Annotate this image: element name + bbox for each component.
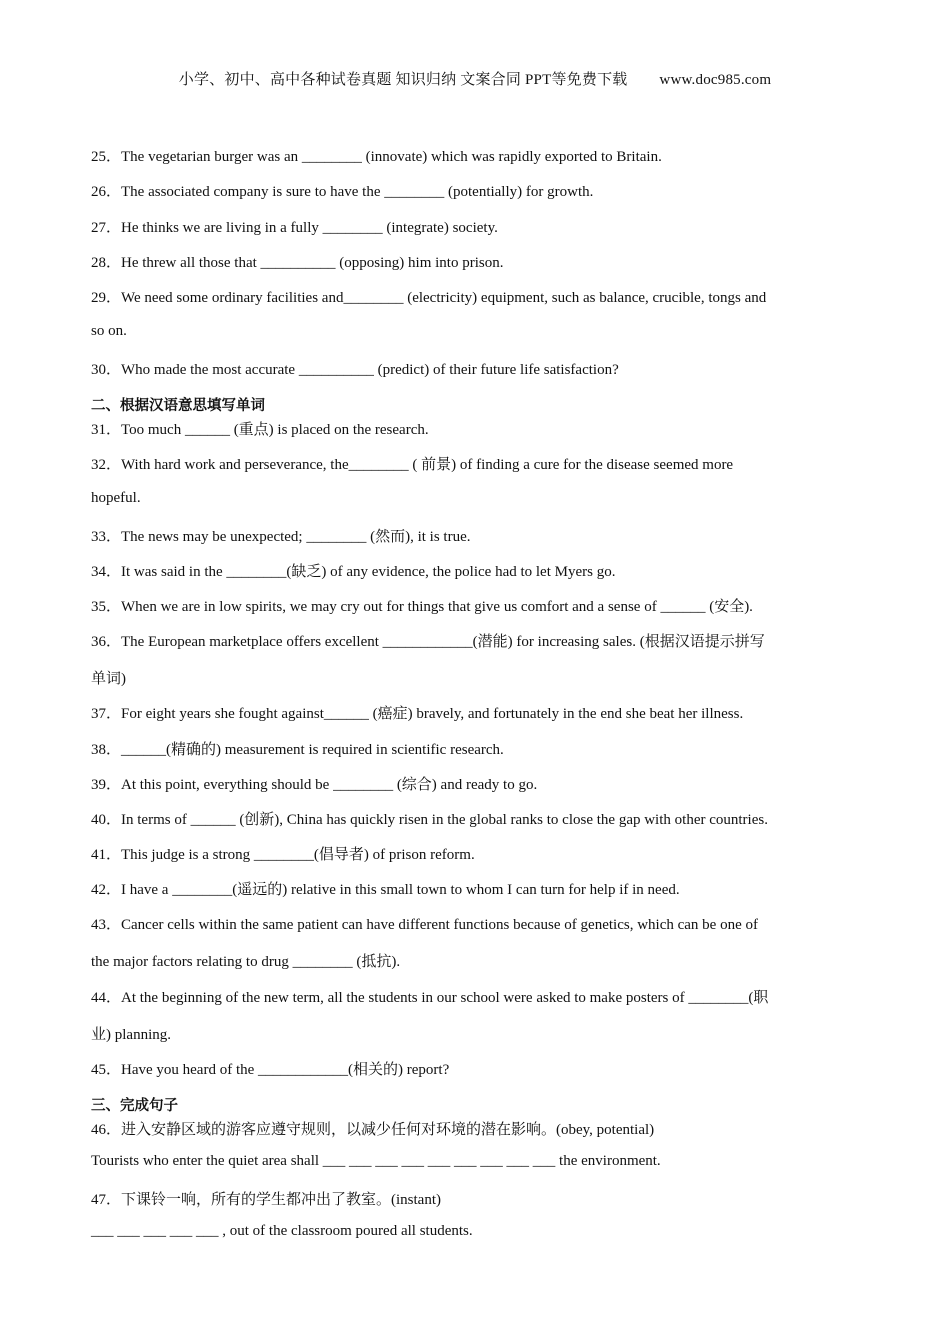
- question-26: 26．The associated company is sure to have the ________ (potentially) for growth.: [91, 184, 594, 200]
- question-47: 47．下课铃一响，所有的学生都冲出了教室。(instant): [91, 1192, 441, 1208]
- question-33: 33．The news may be unexpected; ________ (然而), it is true.: [91, 529, 471, 545]
- question-46: 46．进入安静区域的游客应遵守规则，以减少任何对环境的潜在影响。(obey, potential): [91, 1122, 655, 1138]
- question-35: 35．When we are in low spirits, we may cry out for things that give us comfort and a sense of ______ (安全).: [91, 599, 753, 615]
- section-2-heading: 二、根据汉语意思填写单词: [91, 398, 265, 414]
- question-34: 34．It was said in the ________(缺乏) of any evidence, the police had to let Myers go.: [91, 564, 616, 580]
- question-27: 27．He thinks we are living in a fully ________ (integrate) society.: [91, 220, 498, 236]
- question-45: 45．Have you heard of the ____________(相关的) report?: [91, 1062, 450, 1078]
- header-site: www.doc985.com: [659, 72, 772, 88]
- question-32-cont: hopeful.: [91, 490, 141, 506]
- question-46-answer: Tourists who enter the quiet area shall ___ ___ ___ ___ ___ ___ ___ ___ ___ the environment.: [91, 1153, 661, 1169]
- question-44: 44．At the beginning of the new term, all the students in our school were asked to make posters of ________(职: [91, 990, 769, 1006]
- question-40: 40．In terms of ______ (创新), China has quickly risen in the global ranks to close the gap with other countries.: [91, 812, 768, 828]
- question-29-cont: so on.: [91, 323, 127, 339]
- question-28: 28．He threw all those that __________ (opposing) him into prison.: [91, 255, 504, 271]
- question-32: 32．With hard work and perseverance, the________ ( 前景) of finding a cure for the disease seemed more: [91, 457, 734, 473]
- question-29: 29．We need some ordinary facilities and________ (electricity) equipment, such as balance, crucible, tongs and: [91, 290, 767, 306]
- question-43-cont: the major factors relating to drug ________ (抵抗).: [91, 954, 401, 970]
- question-39: 39．At this point, everything should be ________ (综合) and ready to go.: [91, 777, 538, 793]
- question-36-cont: 单词): [91, 671, 126, 687]
- page-header: [0, 68, 950, 89]
- question-41: 41．This judge is a strong ________(倡导者) of prison reform.: [91, 847, 475, 863]
- question-44-cont: 业) planning.: [91, 1027, 171, 1043]
- header-text: 小学、初中、高中各种试卷真题 知识归纳 文案合同 PPT等免费下载: [178, 72, 628, 88]
- question-31: 31．Too much ______ (重点) is placed on the research.: [91, 422, 429, 438]
- question-47-answer: ___ ___ ___ ___ ___ , out of the classroom poured all students.: [91, 1223, 473, 1239]
- question-38: 38．______(精确的) measurement is required in scientific research.: [91, 742, 504, 758]
- question-25: 25．The vegetarian burger was an ________ (innovate) which was rapidly exported to Britain.: [91, 149, 662, 165]
- question-42: 42．I have a ________(遥远的) relative in this small town to whom I can turn for help if in need.: [91, 882, 680, 898]
- question-30: 30．Who made the most accurate __________ (predict) of their future life satisfaction?: [91, 362, 619, 378]
- section-3-heading: 三、完成句子: [91, 1098, 178, 1114]
- question-43: 43．Cancer cells within the same patient can have different functions because of genetics, which can be one of: [91, 917, 758, 933]
- question-37: 37．For eight years she fought against______ (癌症) bravely, and fortunately in the end she beat her illness.: [91, 706, 744, 722]
- question-36: 36．The European marketplace offers excellent ____________(潜能) for increasing sales. (根据汉语提示拼写: [91, 634, 765, 650]
